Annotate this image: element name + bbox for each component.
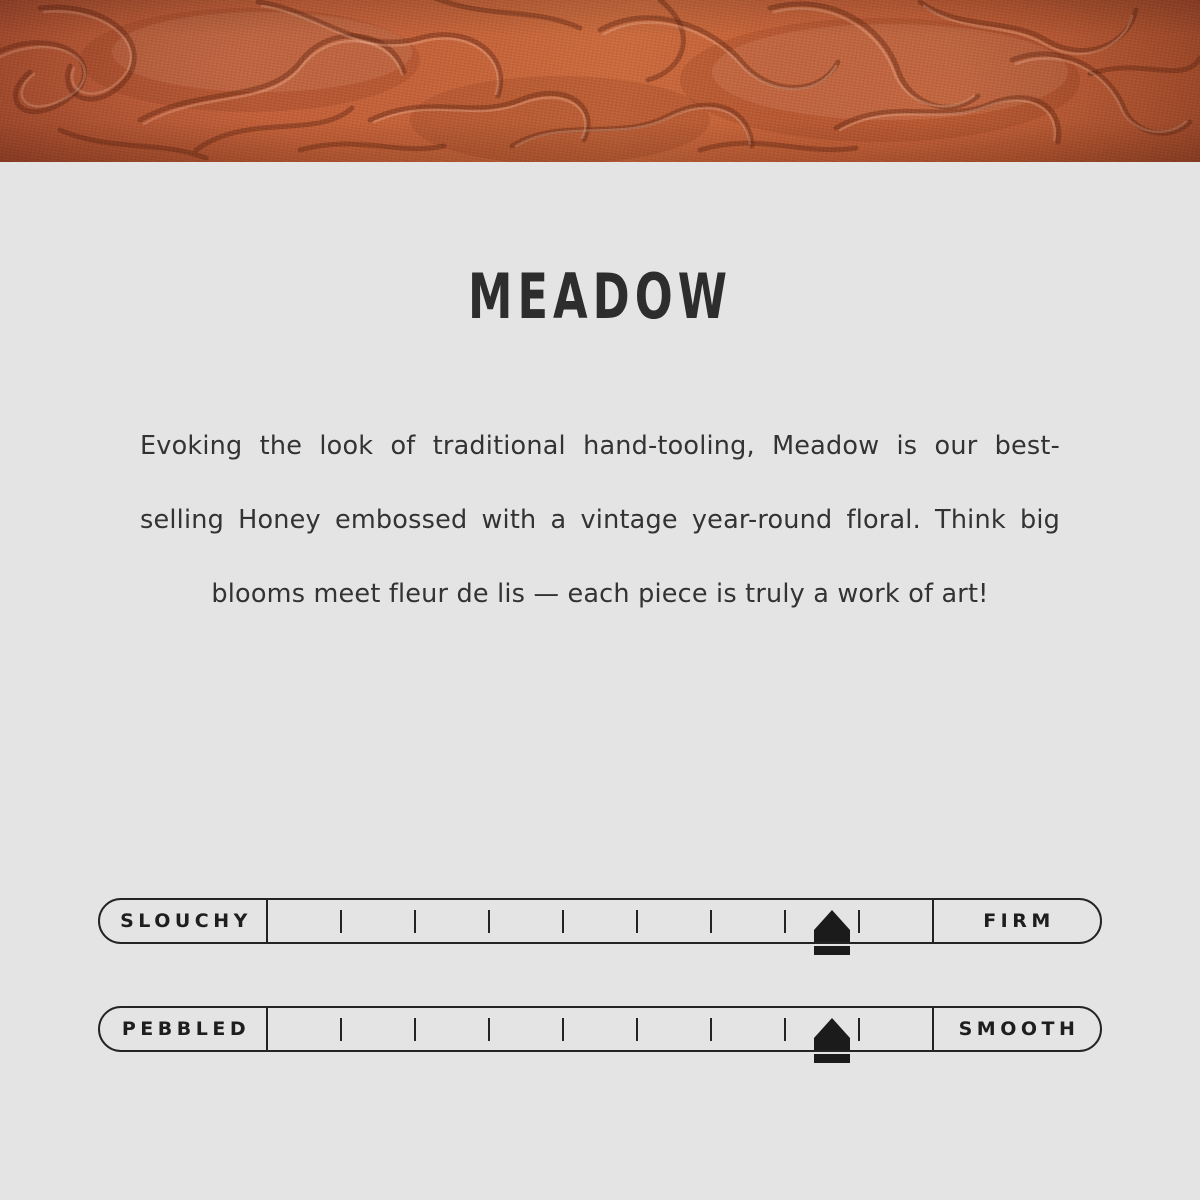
tick-mark [414, 910, 417, 933]
slider-structure-handle[interactable] [810, 908, 854, 968]
slider-structure-right-label: FIRM [932, 900, 1100, 942]
slider-structure-left-label: SLOUCHY [100, 900, 268, 942]
tick-mark [858, 910, 861, 933]
slider-structure-track[interactable] [268, 900, 932, 942]
tick-mark [710, 1018, 713, 1041]
tick-mark [636, 1018, 639, 1041]
tick-mark [784, 910, 787, 933]
hero-leather-texture-image [0, 0, 1200, 162]
product-info-section [0, 162, 1200, 632]
slider-structure[interactable] [98, 898, 1102, 944]
tick-mark [340, 910, 343, 933]
tick-mark [414, 1018, 417, 1041]
hero-vignette-overlay [0, 0, 1200, 162]
tick-mark [488, 910, 491, 933]
tick-mark [488, 1018, 491, 1041]
tick-mark [562, 1018, 565, 1041]
tick-mark [636, 910, 639, 933]
tick-mark [858, 1018, 861, 1041]
slider-structure-wrap [0, 898, 1200, 1006]
slider-texture-right-label: SMOOTH [932, 1008, 1100, 1050]
tick-mark [562, 910, 565, 933]
tick-mark [710, 910, 713, 933]
slider-texture-wrap [0, 1006, 1200, 1114]
slider-texture[interactable] [98, 1006, 1102, 1052]
slider-texture-handle[interactable] [810, 1016, 854, 1076]
slider-texture-track[interactable] [268, 1008, 932, 1050]
product-description: Evoking the look of traditional hand-tooling, Meadow is our best-selling Honey embossed with a vintage year-round floral. Think big blooms meet fleur de lis — each piece is truly a work of art! [140, 431, 1060, 609]
page-title: MEADOW [468, 260, 732, 333]
slider-texture-left-label: PEBBLED [100, 1008, 268, 1050]
tick-mark [784, 1018, 787, 1041]
tick-mark [340, 1018, 343, 1041]
attribute-sliders [0, 898, 1200, 1114]
